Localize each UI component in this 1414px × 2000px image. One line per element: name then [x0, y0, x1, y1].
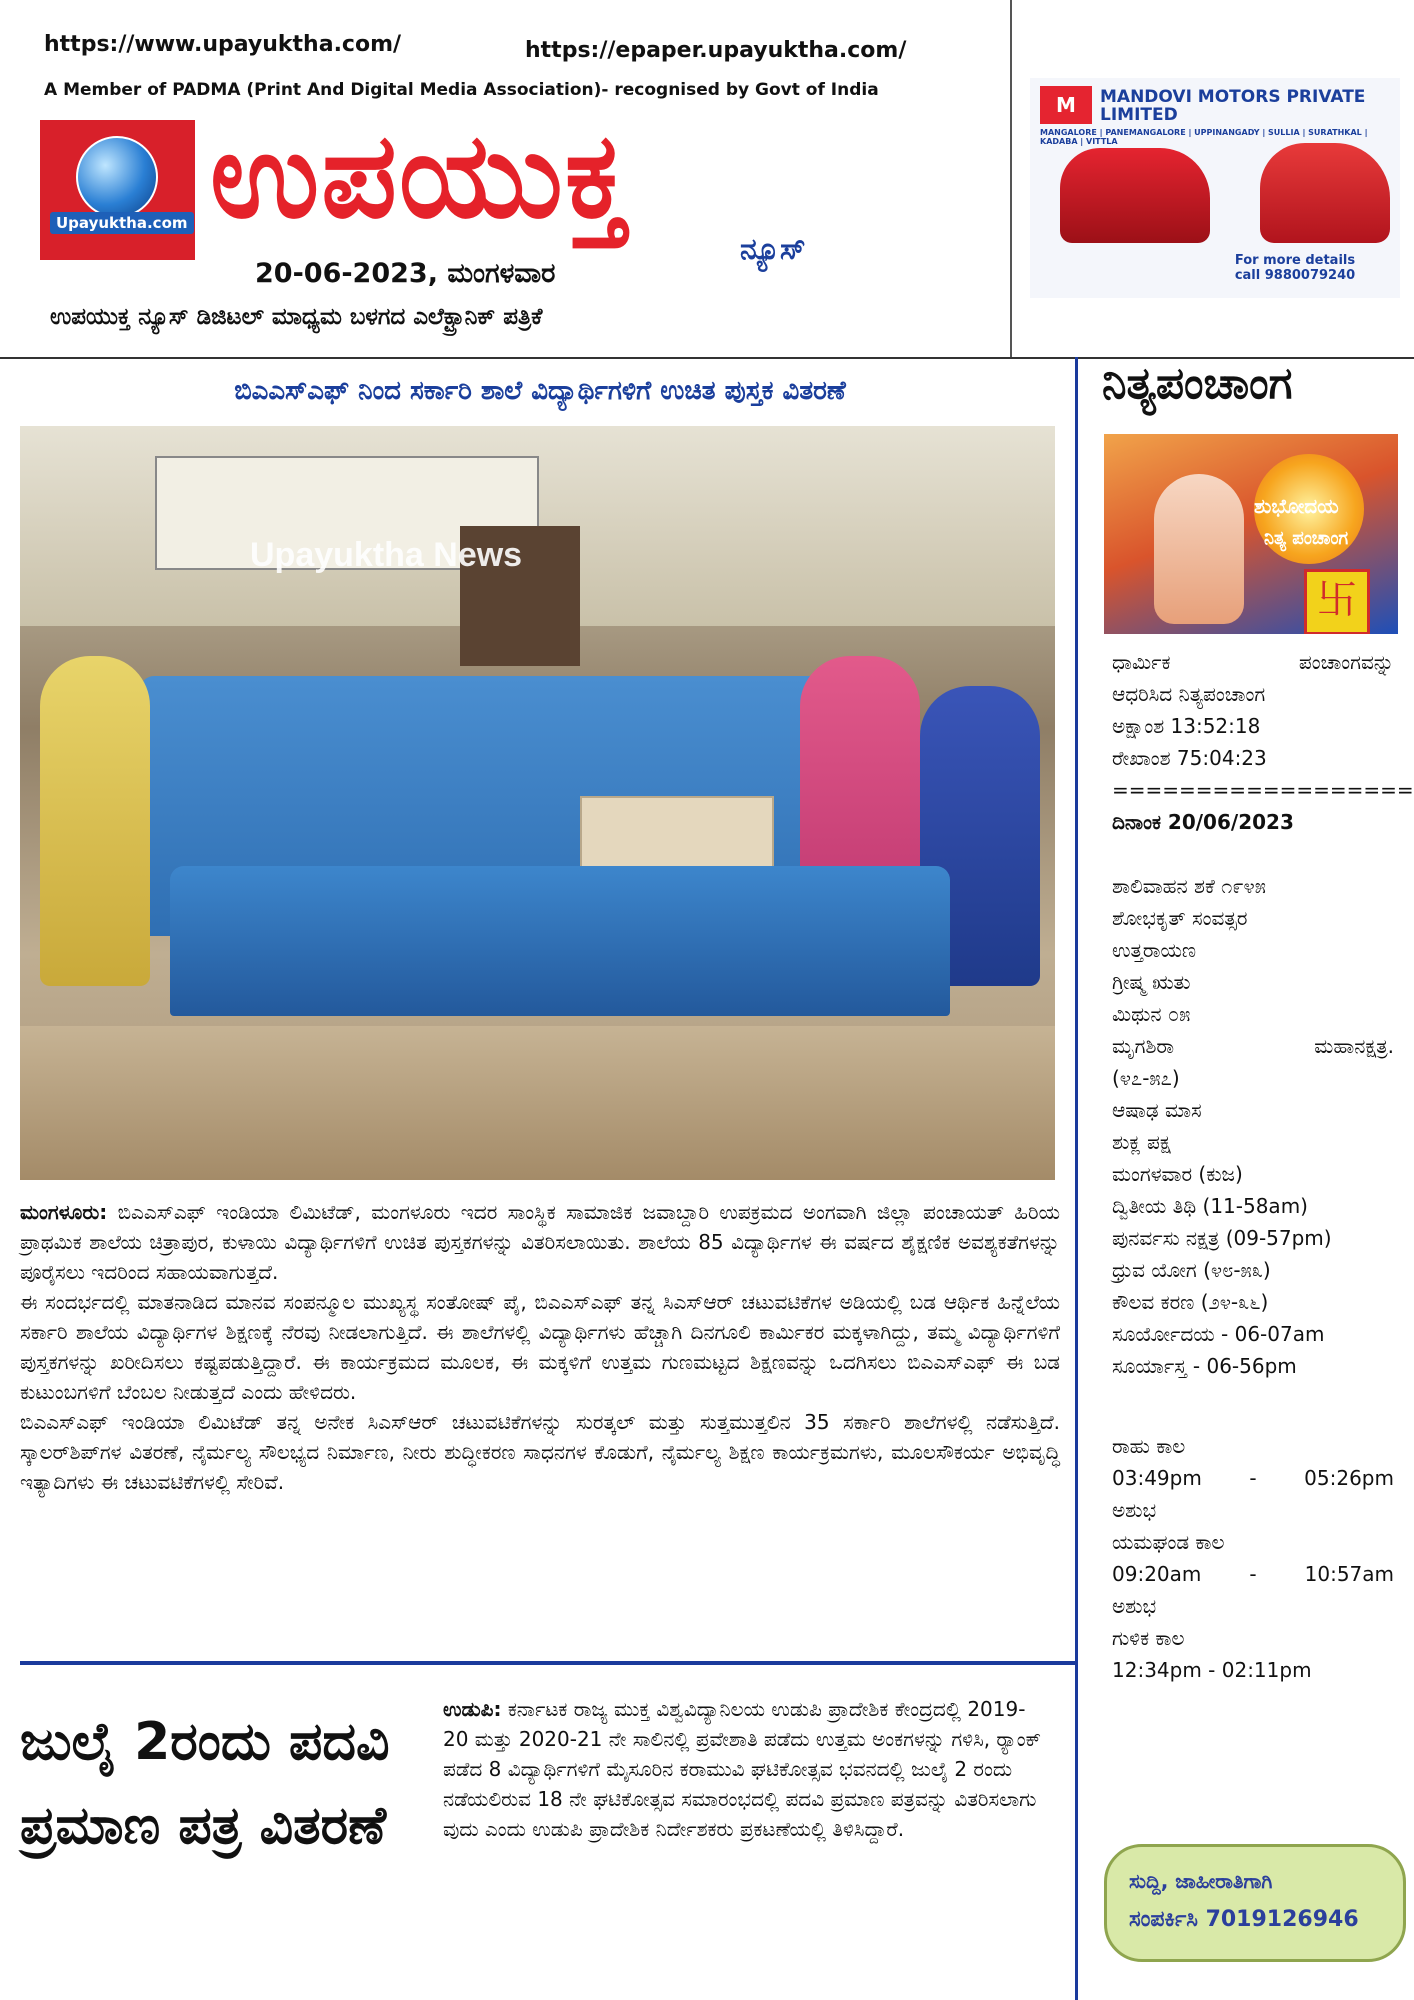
second-body: ಕರ್ನಾಟಕ ರಾಜ್ಯ ಮುಕ್ತ ವಿಶ್ವವಿದ್ಯಾನಿಲಯ ಉಡುಪಿ ಪ್ರಾದೇಶಿಕ ಕೇಂದ್ರದಲ್ಲಿ 2019-20 ಮತ್ತು 2020-21 ನೇ ಸಾಲಿನಲ್ಲಿ ಪ್ರವೇಶಾತಿ ಪಡೆದು ಉತ್ತಮ ಅಂಕಗಳನ್ನು ಗಳಿಸಿ, ರ್‍ಯಾಂಕ್ ಪಡೆದ 8 ವಿದ್ಯಾರ್ಥಿಗಳಿಗೆ ಮೈಸೂರಿನ ಕರಾಮುವಿ ಘಟಿಕೋತ್ಸವ ಭವನದಲ್ಲಿ ಜುಲೈ 2 ರಂದು ನಡೆಯಲಿರುವ 18 ನೇ ಘಟಿಕೋತ್ಸವ ಸಮಾರಂಭದಲ್ಲಿ ಪದವಿ ಪ್ರಮಾಣ ಪತ್ರವನ್ನು ವಿತರಿಸಲಾಗು ವುದು ಎಂದು ಉಡುಪಿ ಪ್ರಾದೇಶಿಕ ನಿರ್ದೇಶಕರು ಪ್ರಕಟಣೆಯಲ್ಲಿ ತಿಳಿಸಿದ್ದಾರೆ. — [443, 1697, 1042, 1841]
ashubha-label: ಅಶುಭ — [1112, 1498, 1157, 1522]
advertisement-banner[interactable] — [1030, 78, 1400, 298]
panchanga-line: ಆಷಾಢ ಮಾಸ — [1112, 1098, 1202, 1122]
upayuktha-logo — [40, 120, 195, 260]
panchanga-line: ಧ್ರುವ ಯೋಗ (೪೮-೫೩) — [1112, 1258, 1271, 1282]
epaper-link[interactable]: https://epaper.upayuktha.com/ — [525, 38, 907, 63]
dateline: ಮಂಗಳೂರು: — [20, 1200, 108, 1224]
panchanga-line: ಶಾಲಿವಾಹನ ಶಕೆ ೧೯೪೫ — [1112, 874, 1266, 898]
panchanga-line: ಸೂರ್ಯಾಸ್ತ - 06-56pm — [1112, 1354, 1297, 1378]
ganesha-image — [1154, 474, 1244, 624]
tagline: ಉಪಯುಕ್ತ ನ್ಯೂಸ್ ಡಿಜಿಟಲ್ ಮಾಧ್ಯಮ ಬಳಗದ ಎಲೆಕ್ಟ್ರಾನಿಕ್ ಪತ್ರಿಕೆ — [50, 304, 543, 330]
gulika-label: ಗುಳಿಕ ಕಾಲ — [1112, 1626, 1185, 1650]
paragraph-1: ಬಿಎಎಸ್‌ಎಫ್ ಇಂಡಿಯಾ ಲಿಮಿಟೆಡ್, ಮಂಗಳೂರು ಇದರ ಸಾಂಸ್ಥಿಕ ಸಾಮಾಜಿಕ ಜವಾಬ್ದಾರಿ ಉಪಕ್ರಮದ ಅಂಗವಾಗಿ ಜಿಲ್ಲಾ ಪಂಚಾಯತ್ ಹಿರಿಯ ಪ್ರಾಥಮಿಕ ಶಾಲೆಯ ಚಿತ್ರಾಪುರ, ಕುಳಾಯಿ ವಿದ್ಯಾರ್ಥಿಗಳಿಗೆ ಉಚಿತ ಪುಸ್ತಕಗಳನ್ನು ವಿತರಿಸಲಾಯಿತು. ಶಾಲೆಯ 85 ವಿದ್ಯಾರ್ಥಿಗಳ ಈ ವರ್ಷದ ಶೈಕ್ಷಣಿಕ ಅವಶ್ಯಕತೆಗಳನ್ನು ಪೂರೈಸಲು ಇದರಿಂದ ಸಹಾಯವಾಗುತ್ತದೆ. — [20, 1200, 1060, 1284]
contact-label: ಸುದ್ದಿ, ಜಾಹೀರಾತಿಗಾಗಿ — [1129, 1869, 1273, 1893]
yama-end: 10:57am — [1304, 1562, 1394, 1586]
panchanga-line: ಕೌಲವ ಕರಣ (೨೪-೩೬) — [1112, 1290, 1269, 1314]
second-article — [443, 1694, 1043, 1844]
ad-title: MANDOVI MOTORS PRIVATE LIMITED — [1100, 87, 1366, 125]
website-link[interactable]: https://www.upayuktha.com/ — [44, 32, 402, 57]
panchanga-intro — [1112, 646, 1414, 838]
intro-line: ಆಧರಿಸಿದ ನಿತ್ಯಪಂಚಾಂಗ — [1112, 682, 1266, 706]
separator: ================== — [1112, 778, 1414, 802]
article-body — [20, 1197, 1060, 1497]
ad-branches: MANGALORE | PANEMANGALORE | UPPINANGADY | SULLIA | SURATHKAL | KADABA | VITTLA — [1040, 128, 1368, 146]
yama-label: ಯಮಘಂಡ ಕಾಲ — [1112, 1530, 1225, 1554]
banner-subtitle: ನಿತ್ಯ ಪಂಚಾಂಗ — [1264, 528, 1349, 549]
panchanga-line: ಸೂರ್ಯೋದಯ - 06-07am — [1112, 1322, 1325, 1346]
paragraph-2: ಈ ಸಂದರ್ಭದಲ್ಲಿ ಮಾತನಾಡಿದ ಮಾನವ ಸಂಪನ್ಮೂಲ ಮುಖ್ಯಸ್ಥ ಸಂತೋಷ್ ಪೈ, ಬಿಎಎಸ್‌ಎಫ್ ತನ್ನ ಸಿಎಸ್‌ಆರ್ ಚಟುವಟಿಕೆಗಳ ಅಡಿಯಲ್ಲಿ ಬಡ ಆರ್ಥಿಕ ಹಿನ್ನೆಲೆಯ ಸರ್ಕಾರಿ ಶಾಲೆಯ ವಿದ್ಯಾರ್ಥಿಗಳ ಶಿಕ್ಷಣಕ್ಕೆ ನೆರವು ನೀಡಲಾಗುತ್ತಿದೆ. ಈ ಶಾಲೆಗಳಲ್ಲಿ ವಿದ್ಯಾರ್ಥಿಗಳು ಹೆಚ್ಚಾಗಿ ದಿನಗೂಲಿ ಕಾರ್ಮಿಕರ ಮಕ್ಕಳಾಗಿದ್ದು, ತಮ್ಮ ವಿದ್ಯಾರ್ಥಿಗಳಿಗೆ ಪುಸ್ತಕಗಳನ್ನು ಖರೀದಿಸಲು ಕಷ್ಟಪಡುತ್ತಿದ್ದಾರೆ. ಈ ಕಾರ್ಯಕ್ರಮದ ಮೂಲಕ, ಈ ಮಕ್ಕಳಿಗೆ ಉತ್ತಮ ಗುಣಮಟ್ಟದ ಶಿಕ್ಷಣವನ್ನು ಒದಗಿಸಲು ಬಿಎಎಸ್‌ಎಫ್ ಈ ಬಡ ಕುಟುಂಬಗಳಿಗೆ ಬೆಂಬಲ ನೀಡುತ್ತದೆ ಎಂದು ಹೇಳಿದರು. — [20, 1290, 1060, 1404]
car-image — [1060, 148, 1210, 243]
swastika-icon: 卐 — [1304, 569, 1370, 634]
photo-watermark: Upayuktha News — [250, 536, 523, 574]
header-divider — [1010, 0, 1012, 357]
contact-phone[interactable]: ಸಂಪರ್ಕಿಸಿ 7019126946 — [1129, 1907, 1359, 1932]
panchanga-line: (೪೭-೫೭) — [1112, 1066, 1180, 1090]
dash: - — [1249, 1562, 1257, 1586]
ground — [20, 1026, 1055, 1180]
ad-call-text: For more details call 9880079240 — [1234, 253, 1356, 283]
rahu-label: ರಾಹು ಕಾಲ — [1112, 1434, 1186, 1458]
panchanga-line: ಶುಕ್ಲ ಪಕ್ಷ — [1112, 1130, 1171, 1154]
panchanga-date: ದಿನಾಂಕ 20/06/2023 — [1112, 810, 1294, 834]
latitude: ಅಕ್ಷಾಂಶ 13:52:18 — [1112, 714, 1261, 738]
second-dateline: ಉಡುಪಿ: — [443, 1697, 502, 1721]
panchanga-line: ಮಂಗಳವಾರ (ಕುಜ) — [1112, 1162, 1243, 1186]
intro-word: ಪಂಚಾಂಗವನ್ನು — [1298, 650, 1394, 674]
second-headline: ಜುಲೈ 2ರಂದು ಪದವಿ ಪ್ರಮಾಣ ಪತ್ರ ವಿತರಣೆ — [20, 1712, 390, 1856]
section-rule — [20, 1661, 1075, 1665]
panchanga-title: ನಿತ್ಯಪಂಚಾಂಗ — [1102, 358, 1293, 409]
panchanga-line: ಪುನರ್ವಸು ನಕ್ಷತ್ರ (09-57pm) — [1112, 1226, 1332, 1250]
logo-tag: Upayuktha.com — [50, 212, 194, 234]
article-headline: ಬಿಎಎಸ್‌ಎಫ್ ನಿಂದ ಸರ್ಕಾರಿ ಶಾಲೆ ವಿದ್ಯಾರ್ಥಿಗಳಿಗೆ ಉಚಿತ ಪುಸ್ತಕ ವಿತರಣೆ — [234, 376, 846, 406]
article-photo — [20, 426, 1055, 1180]
dash: - — [1249, 1466, 1257, 1490]
banner-greeting: ಶುಭೋದಯ — [1254, 494, 1339, 518]
rahu-end: 05:26pm — [1304, 1466, 1394, 1490]
mandovi-logo-icon: M — [1040, 86, 1092, 124]
masthead-title: ಉಪಯುಕ್ತ — [210, 106, 630, 244]
panchanga-line: ಉತ್ತರಾಯಣ — [1112, 938, 1197, 962]
panchanga-details — [1112, 870, 1394, 1382]
students-front-row — [170, 866, 950, 1016]
teacher-figure — [40, 656, 150, 986]
kala-timings — [1112, 1430, 1394, 1686]
panchanga-line: ದ್ವಿತೀಯ ತಿಥಿ (11-58am) — [1112, 1194, 1308, 1218]
panchanga-banner — [1104, 434, 1398, 634]
contact-box[interactable] — [1104, 1844, 1406, 1962]
globe-icon — [76, 136, 158, 218]
panchanga-line: ಮಿಥುನ ೦೫ — [1112, 1002, 1191, 1026]
membership-note: A Member of PADMA (Print And Digital Media Association)- recognised by Govt of India — [44, 80, 879, 100]
panchanga-line: ಶೋಭಕೃತ್ ಸಂವತ್ಸರ — [1112, 906, 1248, 930]
intro-word: ಧಾರ್ಮಿಕ — [1112, 650, 1171, 674]
yama-start: 09:20am — [1112, 1562, 1202, 1586]
column-divider — [1075, 357, 1078, 2000]
longitude: ರೇಖಾಂಶ 75:04:23 — [1112, 746, 1267, 770]
panchanga-line: ಗ್ರೀಷ್ಮ ಋತು — [1112, 970, 1191, 994]
gulika-time: 12:34pm - 02:11pm — [1112, 1658, 1312, 1682]
issue-date: 20-06-2023, ಮಂಗಳವಾರ — [255, 258, 556, 289]
paragraph-3: ಬಿಎಎಸ್‌ಎಫ್ ಇಂಡಿಯಾ ಲಿಮಿಟೆಡ್ ತನ್ನ ಅನೇಕ ಸಿಎಸ್‌ಆರ್ ಚಟುವಟಿಕೆಗಳನ್ನು ಸುರತ್ಕಲ್ ಮತ್ತು ಸುತ್ತಮುತ್ತಲಿನ 35 ಸರ್ಕಾರಿ ಶಾಲೆಗಳಲ್ಲಿ ನಡೆಸುತ್ತಿದೆ. ಸ್ಕಾಲರ್‌ಶಿಪ್‌ಗಳ ವಿತರಣೆ, ನೈರ್ಮಲ್ಯ ಸೌಲಭ್ಯದ ನಿರ್ಮಾಣ, ನೀರು ಶುದ್ಧೀಕರಣ ಸಾಧನಗಳ ಕೊಡುಗೆ, ನೈರ್ಮಲ್ಯ ಶಿಕ್ಷಣ ಕಾರ್ಯಕ್ರಮಗಳು, ಮೂಲಸೌಕರ್ಯ ಅಭಿವೃದ್ಧಿ ಇತ್ಯಾದಿಗಳು ಈ ಚಟುವಟಿಕೆಗಳಲ್ಲಿ ಸೇರಿವೆ. — [20, 1410, 1060, 1494]
masthead-subtitle: ನ್ಯೂಸ್ — [740, 232, 806, 267]
nakshatra: ಮೃಗಶಿರಾ — [1112, 1034, 1175, 1058]
ashubha-label: ಅಶುಭ — [1112, 1594, 1157, 1618]
car-image — [1260, 143, 1390, 243]
rahu-start: 03:49pm — [1112, 1466, 1202, 1490]
nakshatra-label: ಮಹಾನಕ್ಷತ್ರ. — [1314, 1034, 1394, 1058]
